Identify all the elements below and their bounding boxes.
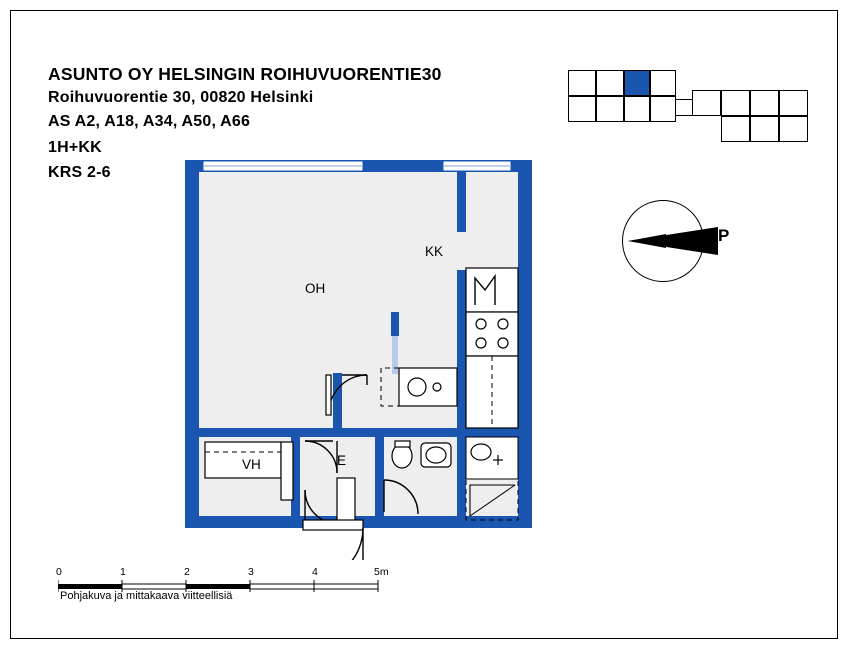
- room-label-e: E: [337, 453, 347, 468]
- keyplan-cell: [596, 96, 624, 122]
- keyplan-cell: [750, 116, 779, 142]
- scale-tick-3: 3: [248, 566, 254, 578]
- floor-range: KRS 2-6: [48, 164, 111, 181]
- apartment-type: 1H+KK: [48, 139, 102, 156]
- keyplan-cell: [779, 116, 808, 142]
- compass-north-label: P: [718, 226, 730, 245]
- scale-disclaimer: Pohjakuva ja mittakaava viitteellisiä: [60, 590, 233, 602]
- scale-end-label: 5m: [374, 566, 389, 578]
- keyplan-cell: [779, 90, 808, 116]
- scale-tick-4: 4: [312, 566, 318, 578]
- room-label-kk: KK: [425, 244, 444, 259]
- keyplan-cell: [721, 90, 750, 116]
- scale-tick-0: 0: [56, 566, 62, 578]
- keyplan-cell: [650, 96, 676, 122]
- keyplan-cell: [750, 90, 779, 116]
- keyplan-connector: [676, 99, 692, 116]
- floor-plan-drawing: [185, 160, 535, 560]
- scale-bar: [58, 566, 458, 606]
- keyplan-cell-highlight: [624, 70, 650, 96]
- page-title: ASUNTO OY HELSINGIN ROIHUVUORENTIE30: [48, 64, 442, 84]
- room-label-oh: OH: [305, 281, 326, 296]
- keyplan-cell: [721, 116, 750, 142]
- keyplan-cell: [650, 70, 676, 96]
- keyplan-cell: [596, 70, 624, 96]
- scale-tick-2: 2: [184, 566, 190, 578]
- compass-rose: [622, 200, 742, 286]
- scale-tick-1: 1: [120, 566, 126, 578]
- keyplan-cell: [624, 96, 650, 122]
- keyplan-cell: [568, 96, 596, 122]
- floor-plan: [185, 160, 535, 560]
- key-plan: [568, 66, 808, 162]
- keyplan-cell: [692, 90, 721, 116]
- keyplan-cell: [568, 70, 596, 96]
- unit-list: AS A2, A18, A34, A50, A66: [48, 113, 251, 130]
- address-line: Roihuvuorentie 30, 00820 Helsinki: [48, 89, 314, 106]
- room-label-vh: VH: [242, 457, 261, 472]
